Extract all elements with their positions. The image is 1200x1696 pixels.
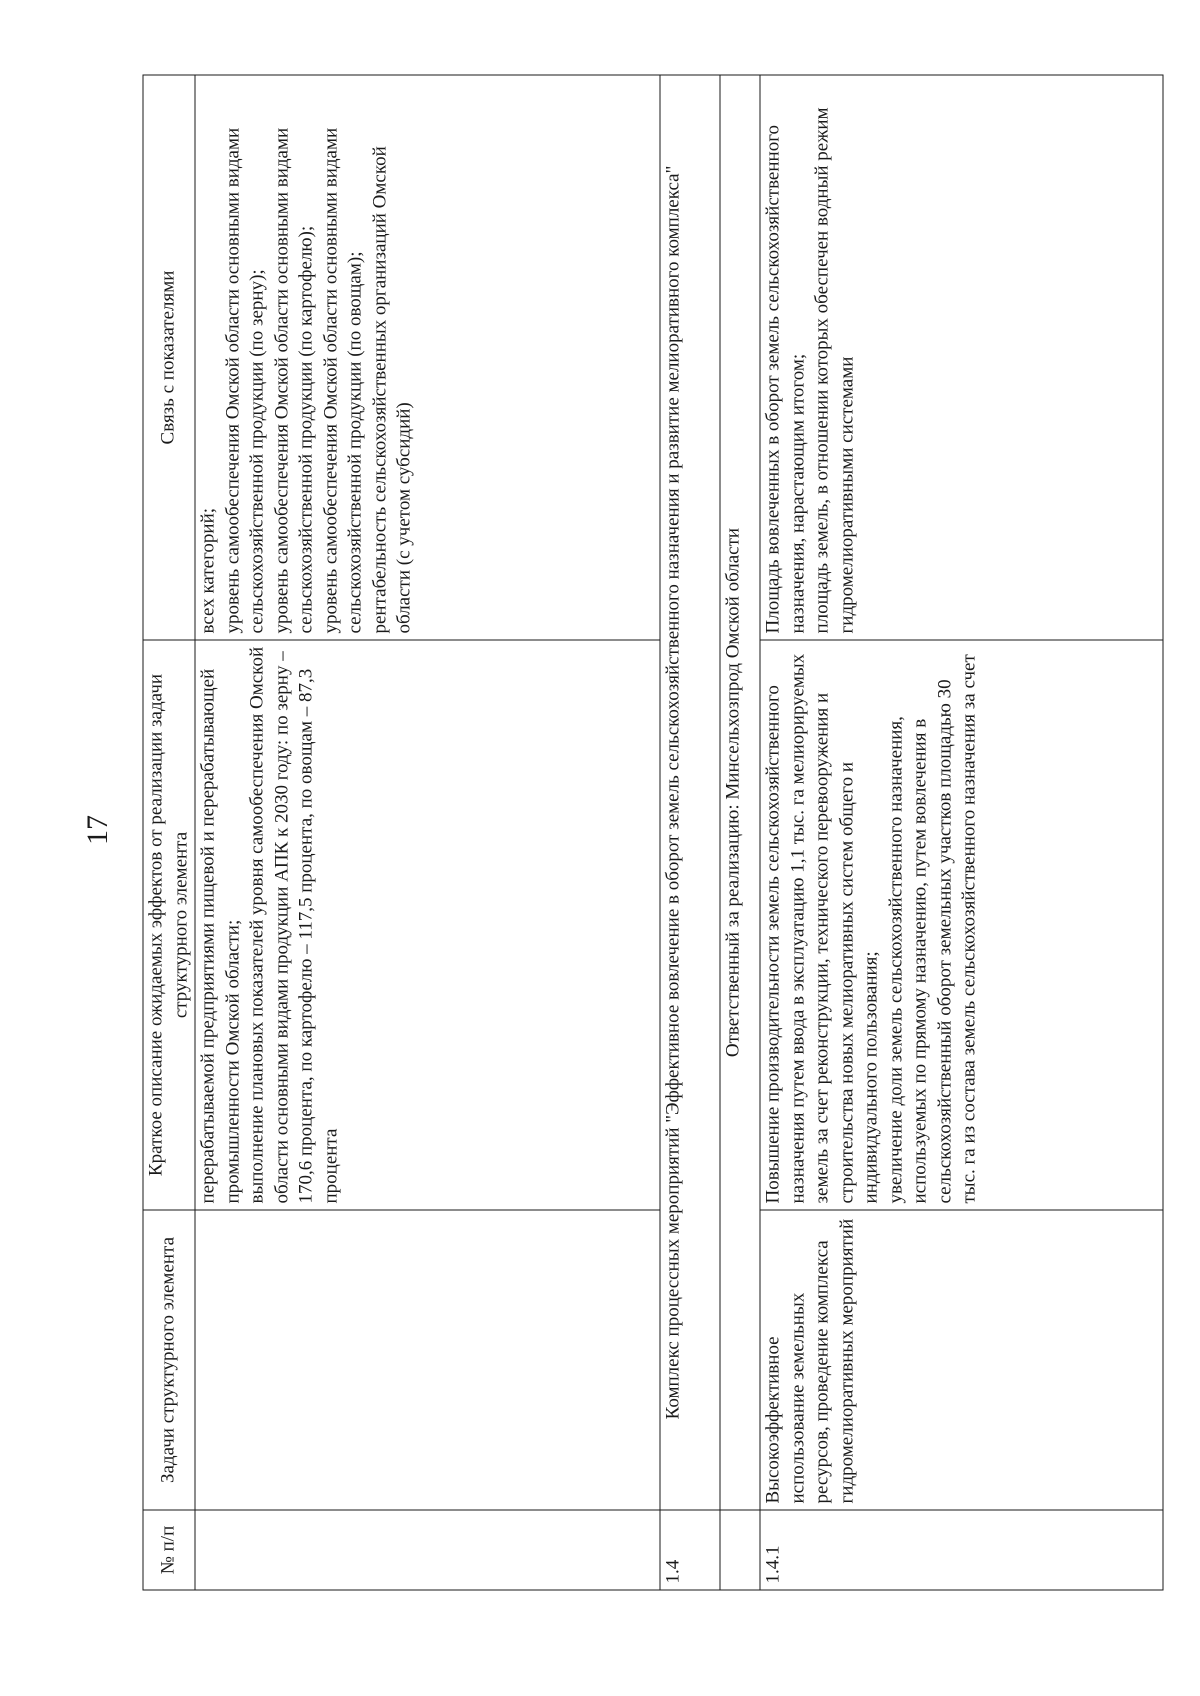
cell-line: площадь земель, в отношении которых обеспечен водный режим гидромелиоративными системами	[811, 107, 857, 634]
header-description: Краткое описание ожидаемых эффектов от реализации задачи структурного элемента	[143, 640, 195, 1210]
cell-line: увеличение доли земель сельскохозяйственного назначения, используемых по прямому назначению, путем вовлечения в сельскохозяйственный оборот земельных участков площадью 30 тыс. га из состава земель сельскохозяйственного назначения за счет	[885, 654, 980, 1204]
table-row-section	[660, 75, 720, 1590]
cell-line: Площадь вовлеченных в оборот земель сельскохозяйственного назначения, нарастающим итогом;	[762, 124, 808, 634]
table-row-item	[760, 75, 1163, 1590]
cell-line: Повышение производительности земель сельскохозяйственного назначения путем ввода в эксплуатацию 1,1 тыс. га мелиорируемых земель за счет реконструкции, технического перевооружения и строительства новых мелиоративных систем общего и индивидуального пользования;	[762, 653, 882, 1204]
page-number: 17	[81, 815, 114, 845]
cell-description	[760, 640, 1163, 1210]
cell-num	[195, 1510, 660, 1590]
header-indicators: Связь с показателями	[143, 75, 195, 640]
cell-num: 1.4.1	[760, 1510, 1163, 1590]
program-structure-table	[143, 75, 1164, 1591]
cell-line: всех категорий;	[197, 507, 219, 634]
header-num: № п/п	[143, 1510, 195, 1590]
cell-task: Высокоэффективное использование земельных ресурсов, проведение комплекса гидромелиоративных мероприятий	[760, 1210, 1163, 1510]
table-row-responsible	[720, 75, 760, 1590]
cell-line: выполнение плановых показателей уровня самообеспечения Омской области основными видами продукции АПК к 2030 году: по зерну – 170,6 процента, по картофелю – 117,5 процента, по овощам – 87,3 процента	[246, 646, 341, 1204]
cell-indicators	[195, 75, 660, 640]
responsible-empty-cell	[720, 1510, 760, 1590]
cell-line: уровень самообеспечения Омской области основными видами сельскохозяйственной продукции (по овощам);	[320, 127, 366, 634]
cell-line: перерабатываемой предприятиями пищевой и перерабатывающей промышленности Омской области;	[197, 668, 243, 1204]
cell-line: уровень самообеспечения Омской области основными видами сельскохозяйственной продукции (по зерну);	[222, 127, 268, 634]
section-num: 1.4	[660, 1510, 720, 1590]
section-title: Комплекс процессных мероприятий "Эффективное вовлечение в оборот земель сельскохозяйственного назначения и развитие мелиоративного комплекса"	[660, 75, 720, 1510]
cell-task	[195, 1210, 660, 1510]
responsible-text: Ответственный за реализацию: Минсельхозпрод Омской области	[720, 75, 760, 1510]
header-task: Задачи структурного элемента	[143, 1210, 195, 1510]
cell-line: уровень самообеспечения Омской области основными видами сельскохозяйственной продукции (по картофелю);	[271, 127, 317, 634]
cell-line: рентабельность сельскохозяйственных организаций Омской области (с учетом субсидий)	[369, 146, 415, 634]
cell-indicators	[760, 75, 1163, 640]
table-row-continuation	[195, 75, 660, 1590]
table-header-row	[143, 75, 195, 1590]
cell-description	[195, 640, 660, 1210]
